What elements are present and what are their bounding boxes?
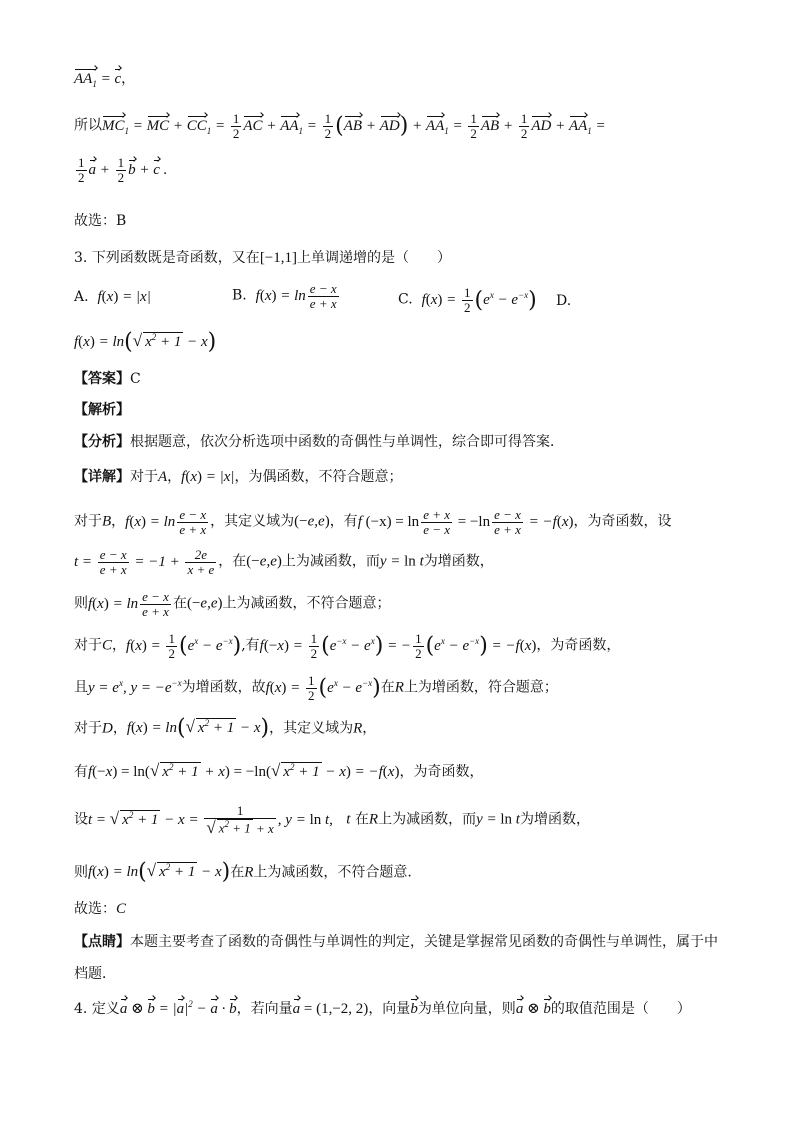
option-b: B. f(x) = ln $\frac{e - x}{e + x}$ [232, 281, 337, 311]
fenxi-line: 【分析】根据题意，依次分析选项中函数的奇偶性与单调性，综合即可得答案． [74, 434, 564, 450]
option-d-label: D. [556, 293, 572, 309]
detail-d-odd: 有f(−x) = ln(√ $x^2 + 1 + x) = -\ln(√$ $x^2 + 1 - x) = -f(x)$，为奇函数， [74, 761, 484, 780]
answer-choice-c: 故选：C [74, 901, 127, 917]
dianjing-line-1: 【点睛】本题主要考查了函数的奇偶性与单调性的判定，关键是掌握常见函数的奇偶性与单调性，属于中 [74, 934, 718, 950]
answer-line: 【答案】C [74, 371, 141, 387]
answer-choice-b: 故选：B [74, 213, 127, 229]
option-d-formula: f(x) = ln(√ $x^2 + 1 - x$) [74, 330, 217, 355]
detail-t-line: t = $\frac{e - x}{e + x}$ = −1 + $\frac{2e}{x + e}$ ，在(−e,e)上为减函数，而y = ln t为增函数， [74, 547, 494, 577]
detail-c-monotonic: 且$y = e^x$, $y = -e^{-x}$为增函数，故f(x) = $\frac{1}{2}$ $(e^x - e^{-x})$在R上为增函数，符合题意； [74, 673, 558, 703]
option-c: C. f(x) = $\frac{1}{2}$ $(e^x - e^{-x})$ [398, 285, 537, 315]
detail-d-line: 对于D，f(x) = ln(√ $x^2 + 1 - x$)，其定义域为R， [74, 716, 377, 741]
analysis-tag: 【解析】 [74, 402, 130, 418]
detail-b-conclusion: 则f(x) = ln $\frac{e - x}{e + x}$ 在(−e,e)上为减函数，不符合题意； [74, 589, 391, 619]
detail-d-conclusion: 则f(x) = ln(√ $x^2 + 1 - x$)在R上为减函数，不符合题意. [74, 860, 412, 885]
line-result-vector: $\frac{1}{2}$ a + $\frac{1}{2}$ b + c . [78, 155, 168, 185]
line-mc1-expansion: 所以$MC_1$ = MC + $CC_1$ = $\frac{1}{2}$ AC + $AA_1$ = $\frac{1}{2}$ $(AB + AD) + AA_1$ = $\frac{1}{2}$ AB + $\frac{1}{2}$ AD + $AA_1$ = [74, 111, 606, 141]
dianjing-line-2: 档题． [74, 966, 116, 982]
detail-b-line: 对于B，f(x) = ln $\frac{e - x}{e + x}$ ，其定义域为(−e,e)，有f (−x) = ln $\frac{e + x}{e - x}$ = −ln $\frac{e - x}{e + x}$ = −f(x)，为奇函数，设 [74, 507, 672, 537]
option-a: A. f(x) = |x| [74, 289, 151, 305]
detail-a-line: 【详解】对于A，f(x) = |x|，为偶函数，不符合题意； [74, 469, 403, 485]
line-aa1-eq-c: $AA_1 = c$， [74, 71, 136, 89]
detail-c-line: 对于C，f(x) = $\frac{1}{2}$ $(e^x - e^{-x})$,有f(−x) = $\frac{1}{2}$ $(e^{-x} - e^x)$ = − $\frac{1}{2}$ $(e^x - e^{-x}) = -f(x)$，为奇函数， [74, 631, 621, 661]
question-4-stem: 4. 定义a ⊗ $b = |a|^2 - a \cdot b$，若向量a = (1,−2, 2)，向量b为单位向量，则a ⊗ b的取值范围是（ ） [74, 999, 691, 1017]
question-3-stem: 3. 下列函数既是奇函数，又在[−1,1]上单调递增的是（ ） [74, 250, 452, 266]
detail-d-substitution: 设t = √ $x^2 + 1 - x$ = $\frac{1}{√ x^2 + 1 + x}$ , y = ln t, t 在R上为减函数，而y = ln t为增函数， [74, 803, 590, 837]
